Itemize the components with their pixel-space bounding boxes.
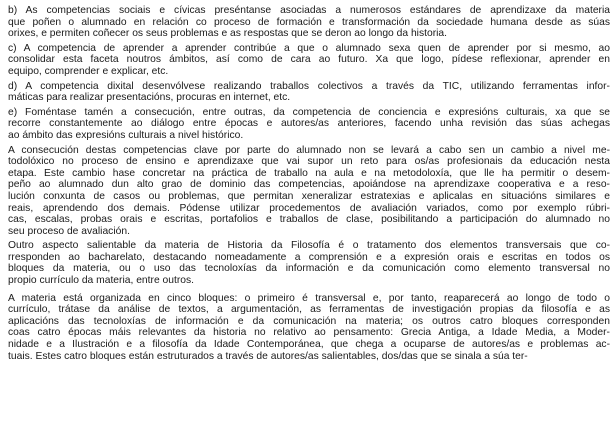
text-line: consolidar esta faceta noutros ámbitos, así como de cara ao futuro. Xa que logo, pídese reflexionar, aprender en xyxy=(8,54,610,66)
document-body xyxy=(8,5,610,362)
text-line: cas, escalas, probas orais e escritas, portafolios e traballos de clase, posibilitando a participación do alumnado no xyxy=(8,214,610,226)
text-line: propio currículo da materia, entre outros. xyxy=(8,275,195,287)
text-line: recorre constantemente ao diálogo entre épocas e autores/as anteriores, facendo unha revisión das súas achegas xyxy=(8,118,610,130)
paragraph-d xyxy=(8,81,610,104)
paragraph-c xyxy=(8,43,610,78)
text-line: peño ao alumnado dun alto grao de dominio das competencias, apoiándose na aprendizaxe cooperativa e a reso- xyxy=(8,179,610,191)
document-page xyxy=(8,5,610,365)
text-line: b) As competencias sociais e cívicas preséntanse asociadas a numerosos estándares de aprendizaxe da materia xyxy=(8,5,610,16)
text-line: A materia está organizada en cinco bloques: o primeiro é transversal e, por tanto, reaparecerá ao longo de todo o xyxy=(8,292,610,304)
text-line: A consecución destas competencias clave por parte do alumnado non se levará a cabo sen un cambio a nivel me- xyxy=(8,144,610,156)
text-line: ao ámbito das expresións culturais a nivel histórico. xyxy=(8,129,244,141)
text-line: seu proceso de avaliación. xyxy=(8,225,130,237)
text-line: nidade e a Ilustración e a filosofía da Idade Contemporánea, que chega a ocuparse de autores/as e problemas ac- xyxy=(8,339,610,351)
text-line: aplicacións das tecnoloxías de información e da comunicación na materia; os outros catro bloques corresponden xyxy=(8,315,610,327)
text-line: etapa. Este cambio hase concretar na práctica de traballo na aula e na metodoloxía, que lle ha permitir o desem- xyxy=(8,167,610,179)
paragraph-b xyxy=(8,5,610,40)
paragraph-e xyxy=(8,107,610,142)
text-line: c) A competencia de aprender a aprender contribúe a que o alumnado sexa quen de aprender por si mesmo, ao xyxy=(8,42,610,54)
text-line: coas catro épocas máis relevantes da historia no relativo ao pensamento: Grecia Antiga, a Idade Media, a Moder- xyxy=(8,327,610,339)
text-line: rresponden ao bacharelato, destacando nomeadamente a comprensión e a expresión orais e escritas en todos os xyxy=(8,251,610,263)
text-line: equipo, comprender e explicar, etc. xyxy=(8,65,169,77)
text-line: Outro aspecto salientable da materia de Historia da Filosofía é o tratamento dos elementos transversais que co- xyxy=(8,240,610,252)
text-line: lución conxunta de casos ou problemas, que permitan xeneralizar estratexias e aplicalas en situacións similares e xyxy=(8,190,610,202)
paragraph-bloques xyxy=(8,293,610,363)
paragraph-outro xyxy=(8,240,610,286)
text-line: bloques da materia, ou o uso das tecnoloxías da información e da comunicación como elemento transversal no xyxy=(8,263,610,275)
text-line: que poñen o alumnado en relación co proceso de formación e transformación da sociedade humana desde as súas xyxy=(8,16,610,28)
paragraph-consecucion xyxy=(8,145,610,238)
text-line: d) A competencia dixital desenvólvese realizando traballos colectivos a través da TIC, utilizando ferramentas infor- xyxy=(8,80,610,92)
text-line: tuais. Estes catro bloques están estruturados a través de autores/as salientables, dos/das que se sinala a súa ter- xyxy=(8,350,528,362)
text-line: orixes, e permiten coñecer os seus problemas e as respostas que se deron ao longo da historia. xyxy=(8,28,448,40)
text-line: e) Foméntase tamén a consecución, entre outras, da competencia de conciencia e expresións culturais, xa que se xyxy=(8,106,610,118)
text-line: todolóxico no proceso de ensino e aprendizaxe que vai supor un reto para os/as profesionais da educación nesta xyxy=(8,156,610,168)
text-line: reais, aprendendo dos demais. Pódense utilizar procedementos de avaliación variados, como por exemplo rúbri- xyxy=(8,202,610,214)
text-line: máticas para realizar presentacións, procuras en internet, etc. xyxy=(8,92,291,104)
text-line: currículo, trátase da análise de textos, a argumentación, as ferramentas de investigación propias da filosofía e as xyxy=(8,304,610,316)
